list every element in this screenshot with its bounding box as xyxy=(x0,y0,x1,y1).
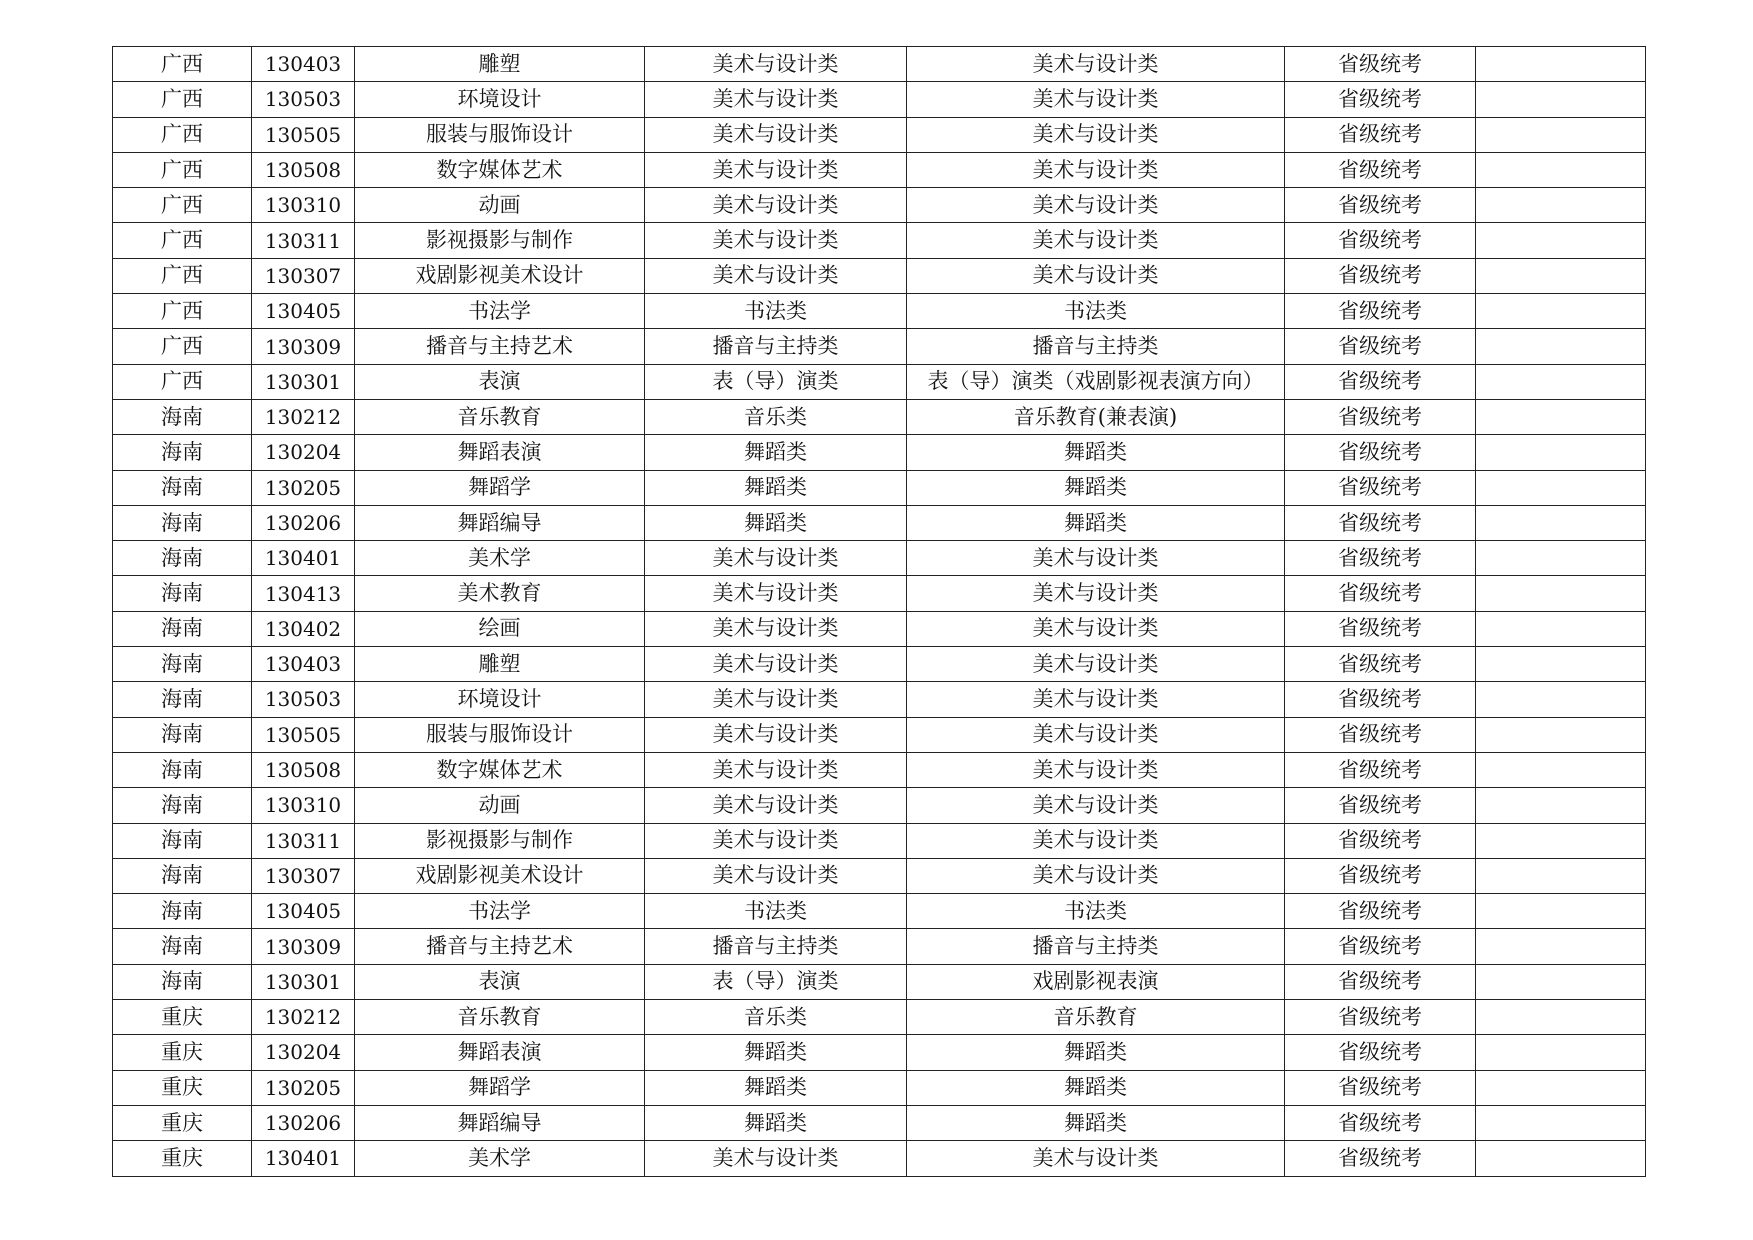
cell-exam-type: 省级统考 xyxy=(1285,47,1476,82)
cell-province: 海南 xyxy=(113,858,252,893)
cell-exam-category: 音乐教育(兼表演) xyxy=(907,399,1285,434)
cell-exam-type: 省级统考 xyxy=(1285,1105,1476,1140)
cell-major-code: 130309 xyxy=(252,929,355,964)
cell-note xyxy=(1476,399,1646,434)
table-row xyxy=(113,1035,1646,1070)
cell-major-name: 书法学 xyxy=(355,894,645,929)
cell-note xyxy=(1476,788,1646,823)
table-row xyxy=(113,364,1646,399)
table-row xyxy=(113,1105,1646,1140)
cell-note xyxy=(1476,364,1646,399)
table-row xyxy=(113,1141,1646,1176)
cell-exam-category: 表（导）演类（戏剧影视表演方向） xyxy=(907,364,1285,399)
cell-major-code: 130508 xyxy=(252,152,355,187)
cell-major-name: 播音与主持艺术 xyxy=(355,329,645,364)
cell-province: 广西 xyxy=(113,223,252,258)
cell-note xyxy=(1476,152,1646,187)
cell-exam-type: 省级统考 xyxy=(1285,223,1476,258)
cell-category: 美术与设计类 xyxy=(645,682,907,717)
cell-category: 美术与设计类 xyxy=(645,82,907,117)
cell-exam-category: 美术与设计类 xyxy=(907,258,1285,293)
cell-major-code: 130206 xyxy=(252,505,355,540)
cell-note xyxy=(1476,1105,1646,1140)
cell-exam-category: 美术与设计类 xyxy=(907,223,1285,258)
cell-exam-category: 美术与设计类 xyxy=(907,611,1285,646)
cell-major-name: 舞蹈学 xyxy=(355,1070,645,1105)
cell-major-code: 130206 xyxy=(252,1105,355,1140)
table-row xyxy=(113,258,1646,293)
cell-category: 美术与设计类 xyxy=(645,647,907,682)
cell-exam-type: 省级统考 xyxy=(1285,647,1476,682)
cell-exam-type: 省级统考 xyxy=(1285,823,1476,858)
cell-exam-category: 美术与设计类 xyxy=(907,576,1285,611)
cell-category: 美术与设计类 xyxy=(645,576,907,611)
cell-category: 美术与设计类 xyxy=(645,611,907,646)
table-row xyxy=(113,152,1646,187)
cell-major-name: 服装与服饰设计 xyxy=(355,117,645,152)
cell-exam-type: 省级统考 xyxy=(1285,117,1476,152)
cell-major-code: 130307 xyxy=(252,258,355,293)
cell-note xyxy=(1476,752,1646,787)
cell-exam-category: 美术与设计类 xyxy=(907,788,1285,823)
cell-major-name: 戏剧影视美术设计 xyxy=(355,258,645,293)
cell-note xyxy=(1476,1000,1646,1035)
cell-province: 重庆 xyxy=(113,1000,252,1035)
cell-province: 海南 xyxy=(113,752,252,787)
cell-exam-category: 美术与设计类 xyxy=(907,682,1285,717)
cell-major-name: 表演 xyxy=(355,964,645,999)
cell-note xyxy=(1476,576,1646,611)
cell-note xyxy=(1476,188,1646,223)
table-row xyxy=(113,858,1646,893)
cell-province: 广西 xyxy=(113,329,252,364)
cell-exam-type: 省级统考 xyxy=(1285,399,1476,434)
cell-category: 美术与设计类 xyxy=(645,752,907,787)
table-row xyxy=(113,576,1646,611)
cell-major-name: 美术学 xyxy=(355,1141,645,1176)
cell-major-name: 舞蹈学 xyxy=(355,470,645,505)
cell-note xyxy=(1476,929,1646,964)
table-row xyxy=(113,505,1646,540)
cell-exam-category: 舞蹈类 xyxy=(907,505,1285,540)
cell-note xyxy=(1476,1035,1646,1070)
cell-province: 海南 xyxy=(113,929,252,964)
cell-exam-type: 省级统考 xyxy=(1285,929,1476,964)
cell-major-name: 影视摄影与制作 xyxy=(355,223,645,258)
cell-category: 表（导）演类 xyxy=(645,964,907,999)
cell-category: 播音与主持类 xyxy=(645,329,907,364)
cell-exam-category: 舞蹈类 xyxy=(907,1105,1285,1140)
cell-exam-type: 省级统考 xyxy=(1285,470,1476,505)
cell-note xyxy=(1476,435,1646,470)
cell-major-code: 130503 xyxy=(252,82,355,117)
cell-category: 美术与设计类 xyxy=(645,258,907,293)
cell-province: 广西 xyxy=(113,188,252,223)
table-body xyxy=(113,47,1646,1177)
table-row xyxy=(113,752,1646,787)
cell-note xyxy=(1476,329,1646,364)
cell-province: 海南 xyxy=(113,682,252,717)
cell-exam-category: 美术与设计类 xyxy=(907,541,1285,576)
cell-note xyxy=(1476,964,1646,999)
cell-major-name: 数字媒体艺术 xyxy=(355,152,645,187)
table-row xyxy=(113,929,1646,964)
cell-note xyxy=(1476,611,1646,646)
cell-major-code: 130405 xyxy=(252,294,355,329)
table-row xyxy=(113,541,1646,576)
cell-note xyxy=(1476,717,1646,752)
cell-province: 海南 xyxy=(113,647,252,682)
cell-category: 美术与设计类 xyxy=(645,47,907,82)
cell-exam-category: 美术与设计类 xyxy=(907,152,1285,187)
cell-major-name: 美术教育 xyxy=(355,576,645,611)
cell-category: 舞蹈类 xyxy=(645,1070,907,1105)
cell-exam-type: 省级统考 xyxy=(1285,82,1476,117)
cell-exam-category: 舞蹈类 xyxy=(907,470,1285,505)
cell-major-name: 绘画 xyxy=(355,611,645,646)
table-row xyxy=(113,329,1646,364)
cell-major-name: 戏剧影视美术设计 xyxy=(355,858,645,893)
cell-province: 重庆 xyxy=(113,1105,252,1140)
cell-exam-category: 美术与设计类 xyxy=(907,1141,1285,1176)
cell-major-name: 舞蹈编导 xyxy=(355,1105,645,1140)
cell-exam-type: 省级统考 xyxy=(1285,505,1476,540)
cell-category: 书法类 xyxy=(645,894,907,929)
cell-province: 重庆 xyxy=(113,1141,252,1176)
cell-province: 广西 xyxy=(113,258,252,293)
cell-note xyxy=(1476,1070,1646,1105)
cell-category: 舞蹈类 xyxy=(645,1105,907,1140)
cell-major-code: 130212 xyxy=(252,1000,355,1035)
cell-major-name: 动画 xyxy=(355,188,645,223)
table-row xyxy=(113,894,1646,929)
cell-exam-type: 省级统考 xyxy=(1285,152,1476,187)
cell-exam-category: 美术与设计类 xyxy=(907,117,1285,152)
cell-category: 美术与设计类 xyxy=(645,117,907,152)
cell-category: 美术与设计类 xyxy=(645,541,907,576)
cell-exam-type: 省级统考 xyxy=(1285,752,1476,787)
cell-exam-type: 省级统考 xyxy=(1285,611,1476,646)
cell-major-name: 环境设计 xyxy=(355,82,645,117)
table-row xyxy=(113,717,1646,752)
table-row xyxy=(113,223,1646,258)
cell-exam-type: 省级统考 xyxy=(1285,1035,1476,1070)
table-row xyxy=(113,1000,1646,1035)
cell-note xyxy=(1476,894,1646,929)
cell-major-code: 130413 xyxy=(252,576,355,611)
cell-major-code: 130205 xyxy=(252,1070,355,1105)
cell-province: 广西 xyxy=(113,152,252,187)
cell-major-code: 130307 xyxy=(252,858,355,893)
cell-major-name: 播音与主持艺术 xyxy=(355,929,645,964)
cell-category: 美术与设计类 xyxy=(645,223,907,258)
cell-note xyxy=(1476,470,1646,505)
cell-province: 海南 xyxy=(113,505,252,540)
cell-exam-type: 省级统考 xyxy=(1285,541,1476,576)
table-row xyxy=(113,117,1646,152)
cell-exam-type: 省级统考 xyxy=(1285,188,1476,223)
cell-note xyxy=(1476,858,1646,893)
table-row xyxy=(113,435,1646,470)
cell-exam-type: 省级统考 xyxy=(1285,858,1476,893)
cell-province: 海南 xyxy=(113,823,252,858)
cell-major-code: 130205 xyxy=(252,470,355,505)
cell-major-code: 130204 xyxy=(252,435,355,470)
cell-major-name: 环境设计 xyxy=(355,682,645,717)
cell-exam-type: 省级统考 xyxy=(1285,435,1476,470)
cell-exam-type: 省级统考 xyxy=(1285,364,1476,399)
cell-province: 重庆 xyxy=(113,1070,252,1105)
cell-category: 舞蹈类 xyxy=(645,435,907,470)
cell-major-code: 130503 xyxy=(252,682,355,717)
cell-category: 美术与设计类 xyxy=(645,823,907,858)
cell-category: 舞蹈类 xyxy=(645,470,907,505)
cell-major-name: 服装与服饰设计 xyxy=(355,717,645,752)
cell-province: 海南 xyxy=(113,894,252,929)
cell-category: 美术与设计类 xyxy=(645,788,907,823)
cell-note xyxy=(1476,223,1646,258)
table-row xyxy=(113,188,1646,223)
cell-province: 海南 xyxy=(113,964,252,999)
cell-exam-type: 省级统考 xyxy=(1285,682,1476,717)
cell-major-name: 书法学 xyxy=(355,294,645,329)
cell-province: 海南 xyxy=(113,611,252,646)
cell-major-name: 舞蹈表演 xyxy=(355,1035,645,1070)
cell-major-name: 动画 xyxy=(355,788,645,823)
cell-exam-type: 省级统考 xyxy=(1285,1000,1476,1035)
cell-exam-category: 美术与设计类 xyxy=(907,717,1285,752)
cell-note xyxy=(1476,541,1646,576)
cell-exam-type: 省级统考 xyxy=(1285,1141,1476,1176)
cell-province: 海南 xyxy=(113,788,252,823)
table-row xyxy=(113,682,1646,717)
exam-category-table xyxy=(112,46,1646,1177)
cell-exam-category: 美术与设计类 xyxy=(907,823,1285,858)
cell-major-code: 130310 xyxy=(252,188,355,223)
cell-category: 表（导）演类 xyxy=(645,364,907,399)
table-row xyxy=(113,647,1646,682)
cell-exam-type: 省级统考 xyxy=(1285,258,1476,293)
cell-category: 播音与主持类 xyxy=(645,929,907,964)
cell-province: 海南 xyxy=(113,541,252,576)
cell-note xyxy=(1476,823,1646,858)
cell-province: 广西 xyxy=(113,294,252,329)
cell-major-name: 音乐教育 xyxy=(355,399,645,434)
cell-major-code: 130301 xyxy=(252,964,355,999)
cell-province: 海南 xyxy=(113,576,252,611)
cell-exam-type: 省级统考 xyxy=(1285,964,1476,999)
cell-major-code: 130212 xyxy=(252,399,355,434)
cell-major-name: 音乐教育 xyxy=(355,1000,645,1035)
cell-province: 海南 xyxy=(113,435,252,470)
cell-major-code: 130505 xyxy=(252,717,355,752)
cell-exam-category: 舞蹈类 xyxy=(907,1070,1285,1105)
cell-major-code: 130311 xyxy=(252,823,355,858)
table-row xyxy=(113,823,1646,858)
cell-province: 重庆 xyxy=(113,1035,252,1070)
cell-major-code: 130402 xyxy=(252,611,355,646)
cell-major-code: 130403 xyxy=(252,47,355,82)
cell-category: 美术与设计类 xyxy=(645,188,907,223)
cell-exam-category: 舞蹈类 xyxy=(907,1035,1285,1070)
cell-note xyxy=(1476,294,1646,329)
table-row xyxy=(113,788,1646,823)
cell-category: 美术与设计类 xyxy=(645,717,907,752)
cell-major-name: 雕塑 xyxy=(355,47,645,82)
cell-note xyxy=(1476,505,1646,540)
cell-major-code: 130405 xyxy=(252,894,355,929)
cell-province: 广西 xyxy=(113,364,252,399)
cell-province: 广西 xyxy=(113,47,252,82)
cell-exam-category: 美术与设计类 xyxy=(907,188,1285,223)
cell-category: 书法类 xyxy=(645,294,907,329)
cell-category: 音乐类 xyxy=(645,1000,907,1035)
table-row xyxy=(113,964,1646,999)
cell-exam-category: 舞蹈类 xyxy=(907,435,1285,470)
cell-major-code: 130508 xyxy=(252,752,355,787)
cell-category: 舞蹈类 xyxy=(645,1035,907,1070)
cell-exam-type: 省级统考 xyxy=(1285,294,1476,329)
cell-major-name: 雕塑 xyxy=(355,647,645,682)
cell-note xyxy=(1476,47,1646,82)
cell-exam-category: 播音与主持类 xyxy=(907,929,1285,964)
table-row xyxy=(113,1070,1646,1105)
cell-exam-type: 省级统考 xyxy=(1285,576,1476,611)
cell-exam-type: 省级统考 xyxy=(1285,717,1476,752)
cell-note xyxy=(1476,1141,1646,1176)
cell-note xyxy=(1476,682,1646,717)
cell-major-code: 130204 xyxy=(252,1035,355,1070)
cell-exam-category: 美术与设计类 xyxy=(907,752,1285,787)
cell-category: 音乐类 xyxy=(645,399,907,434)
cell-exam-category: 音乐教育 xyxy=(907,1000,1285,1035)
cell-province: 海南 xyxy=(113,399,252,434)
table-row xyxy=(113,82,1646,117)
cell-exam-category: 书法类 xyxy=(907,894,1285,929)
cell-major-code: 130401 xyxy=(252,541,355,576)
cell-exam-type: 省级统考 xyxy=(1285,788,1476,823)
cell-province: 海南 xyxy=(113,470,252,505)
cell-major-name: 舞蹈表演 xyxy=(355,435,645,470)
cell-province: 海南 xyxy=(113,717,252,752)
cell-major-code: 130403 xyxy=(252,647,355,682)
table-row xyxy=(113,611,1646,646)
cell-exam-type: 省级统考 xyxy=(1285,1070,1476,1105)
cell-category: 美术与设计类 xyxy=(645,152,907,187)
cell-major-code: 130401 xyxy=(252,1141,355,1176)
cell-exam-category: 戏剧影视表演 xyxy=(907,964,1285,999)
cell-major-code: 130311 xyxy=(252,223,355,258)
cell-exam-category: 美术与设计类 xyxy=(907,47,1285,82)
cell-province: 广西 xyxy=(113,117,252,152)
table-row xyxy=(113,470,1646,505)
cell-exam-type: 省级统考 xyxy=(1285,329,1476,364)
cell-major-name: 美术学 xyxy=(355,541,645,576)
cell-category: 美术与设计类 xyxy=(645,1141,907,1176)
cell-note xyxy=(1476,647,1646,682)
cell-major-name: 舞蹈编导 xyxy=(355,505,645,540)
cell-category: 美术与设计类 xyxy=(645,858,907,893)
cell-exam-category: 美术与设计类 xyxy=(907,858,1285,893)
cell-province: 广西 xyxy=(113,82,252,117)
cell-major-name: 影视摄影与制作 xyxy=(355,823,645,858)
table-row xyxy=(113,399,1646,434)
cell-major-name: 数字媒体艺术 xyxy=(355,752,645,787)
cell-exam-category: 美术与设计类 xyxy=(907,82,1285,117)
cell-note xyxy=(1476,82,1646,117)
table-row xyxy=(113,294,1646,329)
cell-major-code: 130309 xyxy=(252,329,355,364)
cell-note xyxy=(1476,117,1646,152)
cell-major-code: 130505 xyxy=(252,117,355,152)
cell-exam-category: 播音与主持类 xyxy=(907,329,1285,364)
cell-major-name: 表演 xyxy=(355,364,645,399)
table-row xyxy=(113,47,1646,82)
cell-major-code: 130310 xyxy=(252,788,355,823)
cell-exam-category: 美术与设计类 xyxy=(907,647,1285,682)
cell-note xyxy=(1476,258,1646,293)
cell-exam-type: 省级统考 xyxy=(1285,894,1476,929)
cell-category: 舞蹈类 xyxy=(645,505,907,540)
cell-exam-category: 书法类 xyxy=(907,294,1285,329)
cell-major-code: 130301 xyxy=(252,364,355,399)
